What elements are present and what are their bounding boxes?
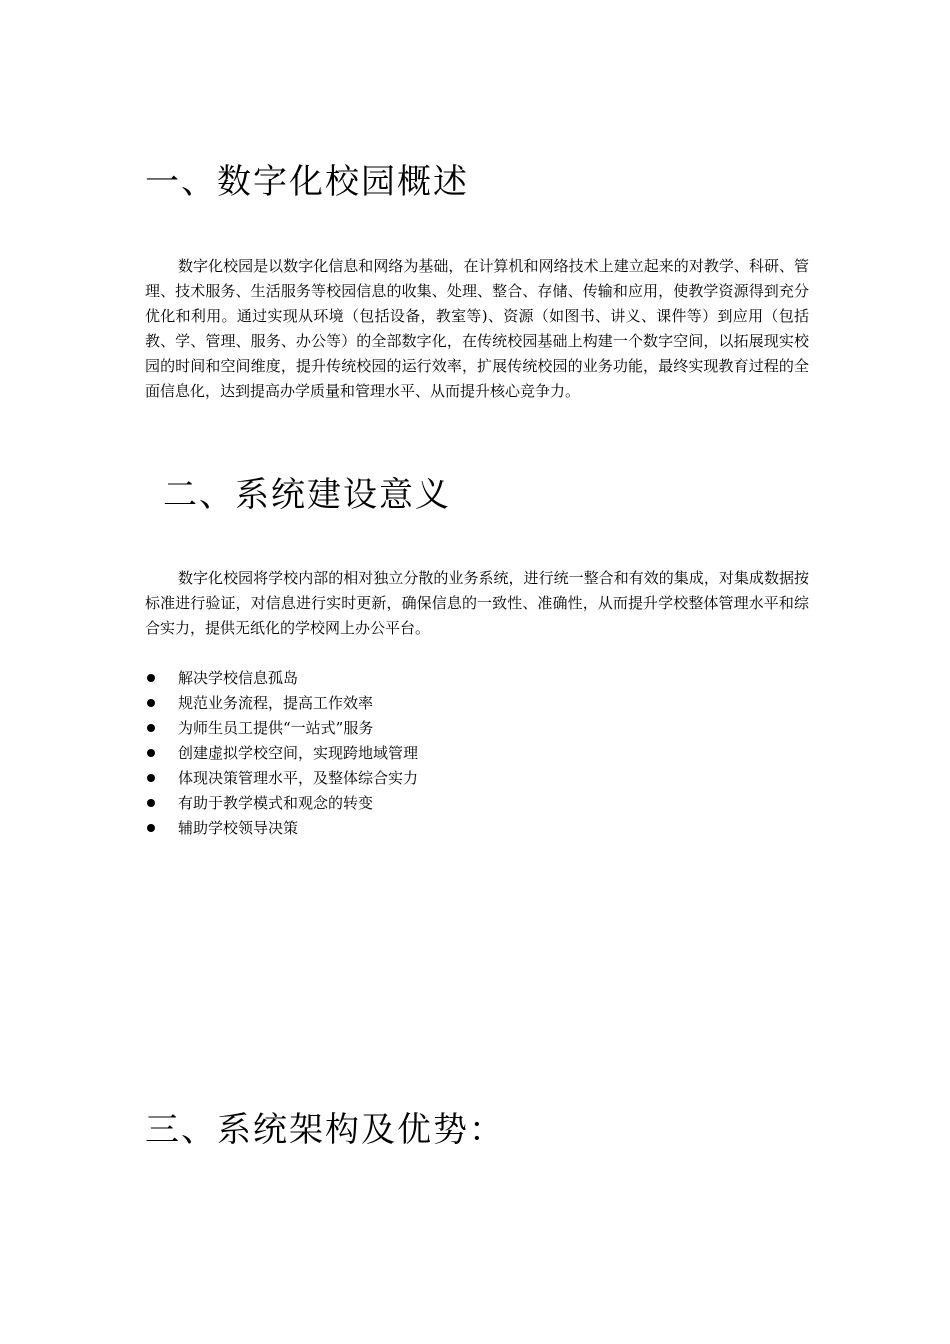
bullet-dot-icon [147,749,155,757]
list-item-text: 体现决策管理水平，及整体综合实力 [178,769,419,787]
list-item [145,816,418,841]
bullet-dot-icon [147,824,155,832]
list-item-text: 为师生员工提供“一站式”服务 [178,719,374,737]
list-item-text: 创建虚拟学校空间，实现跨地域管理 [178,744,419,762]
list-item-text: 规范业务流程，提高工作效率 [178,694,374,712]
section-heading-significance: 二、系统建设意义 [163,475,451,515]
significance-paragraph: 数字化校园将学校内部的相对独立分散的业务系统，进行统一整合和有效的集成，对集成数据按标准进行验证，对信息进行实时更新，确保信息的一致性、准确性，从而提升学校整体管理水平和综合实力，提供无纸化的学校网上办公平台。 [145,569,809,637]
list-item-text: 有助于教学模式和观念的转变 [178,794,374,812]
bullet-dot-icon [147,774,155,782]
bullet-dot-icon [147,674,155,682]
list-item [145,666,418,691]
list-item [145,691,418,716]
list-item [145,791,418,816]
list-item-text: 辅助学校领导决策 [178,819,299,837]
list-item-text: 解决学校信息孤岛 [178,669,299,687]
section-heading-architecture: 三、系统架构及优势： [145,1110,505,1150]
significance-bullet-list [145,666,418,841]
section-heading-overview: 一、数字化校园概述 [145,162,469,202]
list-item [145,741,418,766]
overview-paragraph: 数字化校园是以数字化信息和网络为基础，在计算机和网络技术上建立起来的对教学、科研、管理、技术服务、生活服务等校园信息的收集、处理、整合、存储、传输和应用，使教学资源得到充分优化和利用。通过实现从环境（包括设备，教室等)、资源（如图书、讲义、课件等）到应用（包括教、学、管理、服务、办公等）的全部数字化，在传统校园基础上构建一个数字空间，以拓展现实校园的时间和空间维度，提升传统校园的运行效率，扩展传统校园的业务功能，最终实现教育过程的全面信息化，达到提高办学质量和管理水平、从而提升核心竞争力。 [145,257,809,400]
bullet-dot-icon [147,724,155,732]
bullet-dot-icon [147,699,155,707]
list-item [145,766,418,791]
bullet-dot-icon [147,799,155,807]
list-item [145,716,418,741]
